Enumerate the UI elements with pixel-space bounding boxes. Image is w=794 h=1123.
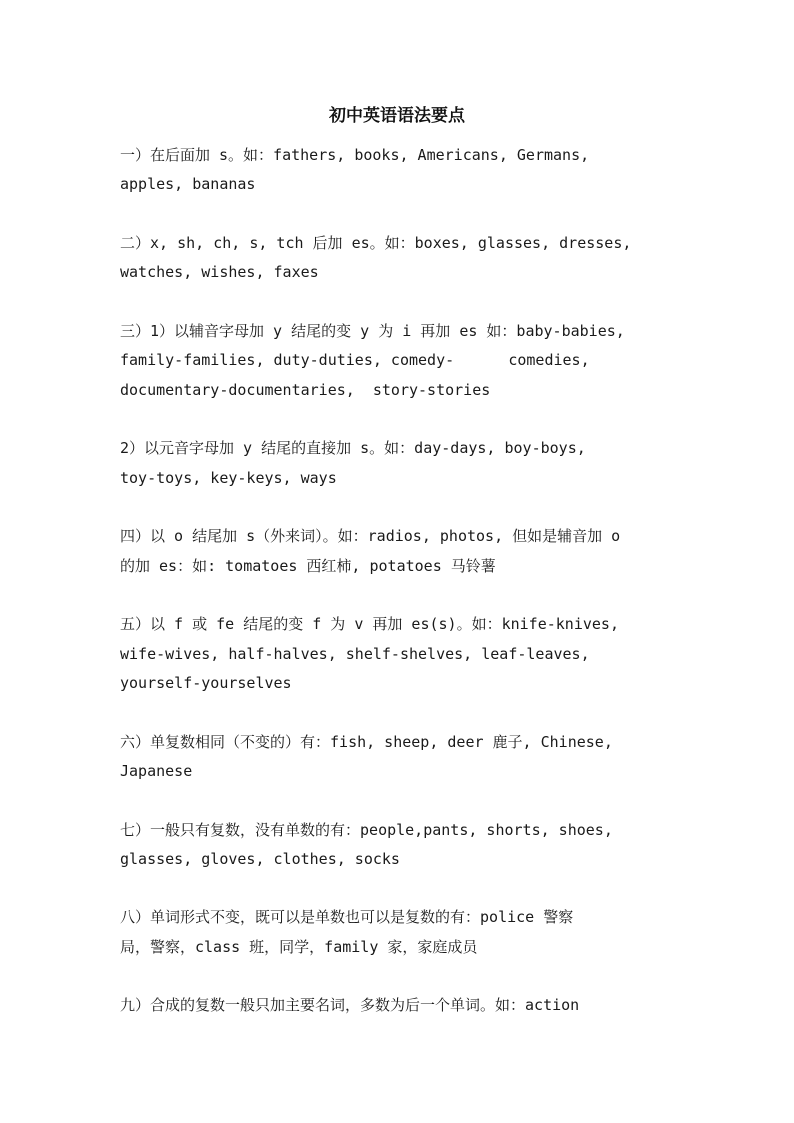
rule-4-line-1: 四）以 o 结尾加 s（外来词）。如：radios, photos, 但如是辅音加 o [120, 527, 621, 545]
rule-7-line-1: 七）一般只有复数，没有单数的有：people,pants, shorts, shoes, [120, 821, 613, 839]
rule-5-line-2: wife-wives, half-halves, shelf-shelves, leaf-leaves, [120, 645, 590, 663]
rule-5-line-3: yourself-yourselves [120, 674, 292, 692]
rule-1-line-1: 一）在后面加 s。如：fathers, books, Americans, Germans, [120, 146, 590, 164]
rule-2-line-1: 二）x, sh, ch, s, tch 后加 es。如：boxes, glasses, dresses, [120, 234, 632, 252]
rule-8-line-2: 局，警察，class 班，同学，family 家，家庭成员 [120, 938, 478, 956]
rule-7-line-2: glasses, gloves, clothes, socks [120, 850, 400, 868]
rule-9-line-1: 九）合成的复数一般只加主要名词，多数为后一个单词。如：action [120, 996, 580, 1014]
rule-6-line-2: Japanese [120, 762, 193, 780]
rule-8-line-1: 八）单词形式不变，既可以是单数也可以是复数的有：police 警察 [120, 908, 574, 926]
rule-3b-line-1: 2）以元音字母加 y 结尾的直接加 s。如：day-days, boy-boys, [120, 439, 586, 457]
rule-2-line-2: watches, wishes, faxes [120, 263, 319, 281]
rule-6-line-1: 六）单复数相同（不变的）有：fish, sheep, deer 鹿子, Chinese, [120, 733, 613, 751]
document-title: 初中英语语法要点 [329, 106, 465, 126]
rule-3b-line-2: toy-toys, key-keys, ways [120, 469, 337, 487]
rule-3-line-3: documentary-documentaries, story-stories [120, 381, 491, 399]
rule-1-line-2: apples, bananas [120, 175, 256, 193]
rule-5-line-1: 五）以 f 或 fe 结尾的变 f 为 v 再加 es(s)。如：knife-knives, [120, 615, 619, 633]
rule-4-line-2: 的加 es：如: tomatoes 西红柿, potatoes 马铃薯 [120, 557, 496, 575]
rule-3-line-1: 三）1）以辅音字母加 y 结尾的变 y 为 i 再加 es 如：baby-babies, [120, 322, 625, 340]
rule-3-line-2: family-families, duty-duties, comedy- comedies, [120, 351, 590, 369]
